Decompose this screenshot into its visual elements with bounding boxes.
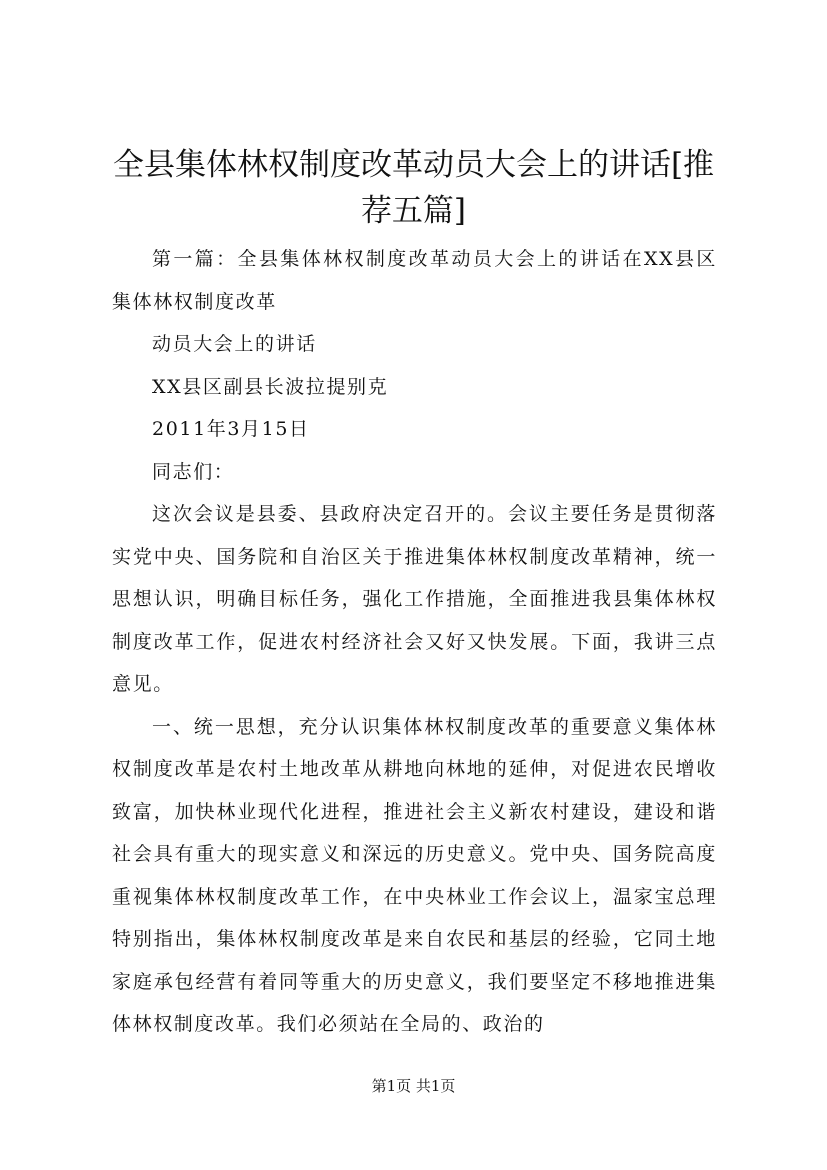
date-line: 2011年3月15日	[152, 418, 310, 440]
page-footer: 第1页 共1页	[371, 1077, 456, 1095]
paragraph-section-1: 一、统一思想，充分认识集体林权制度改革的重要意义集体林权制度改革是农村土地改革从耕地向林地的延伸，对促进农民增收致富，加快林业现代化进程，推进社会主义新农村建设，建设和谐社会具有重大的现实意义和深远的历史意义。党中央、国务院高度重视集体林权制度改革工作，在中央林业工作会议上，温家宝总理特别指出，集体林权制度改革是来自农民和基层的经验，它同土地家庭承包经营有着同等重大的历史意义，我们要坚定不移地推进集体林权制度改革。我们必须站在全局的、政治的	[112, 715, 717, 1035]
speech-subtitle: 动员大会上的讲话	[152, 333, 317, 355]
paragraph-intro: 这次会议是县委、县政府决定召开的。会议主要任务是贯彻落实党中央、国务院和自治区关于推进集体林权制度改革精神，统一思想认识，明确目标任务，强化工作措施，全面推进我县集体林权制度改革工作，促进农村经济社会又好又快发展。下面，我讲三点意见。	[112, 503, 717, 695]
title-line-1: 全县集体林权制度改革动员大会上的讲话[推	[112, 147, 715, 183]
paragraph-first-article-heading: 第一篇：全县集体林权制度改革动员大会上的讲话在XX县区集体林权制度改革	[112, 248, 717, 313]
speaker-line: XX县区副县长波拉提别克	[152, 375, 389, 398]
title-line-2: 荐五篇]	[360, 193, 467, 229]
document-body	[112, 238, 717, 1046]
document-title	[60, 142, 767, 234]
salutation: 同志们：	[152, 460, 235, 483]
